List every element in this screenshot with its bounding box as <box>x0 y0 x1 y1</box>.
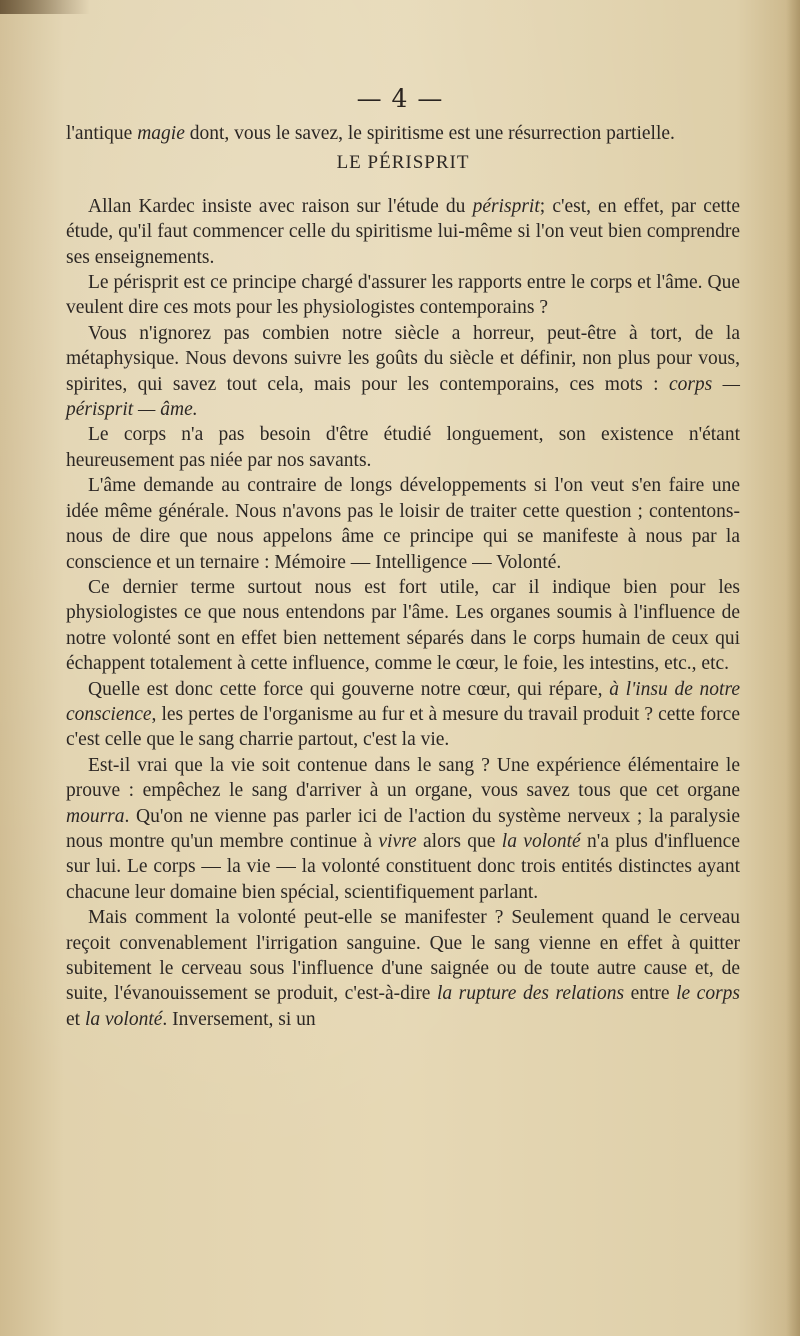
section-title: LE PÉRISPRIT <box>336 152 470 174</box>
text-run: entre <box>624 983 677 1005</box>
paragraph <box>66 905 740 1032</box>
text-run: Allan Kardec insiste avec raison sur l'étude du <box>88 195 473 217</box>
text-run: Le corps n'a pas besoin d'être étudié longuement, son existence n'étant heureusement pas niée par nos savants. <box>66 424 740 471</box>
text-run: . Inversement, si un <box>162 1008 316 1030</box>
italic-text: vivre <box>378 830 417 852</box>
paragraph <box>66 422 740 473</box>
paragraph <box>66 677 740 753</box>
paragraph <box>66 473 740 575</box>
text-run: L'âme demande au contraire de longs développements si l'on veut s'en faire une idée même générale. Nous n'avons pas le loisir de traiter cette question ; contentons-nous de dire que nous appelons âme ce principe qui se manifeste à nous par la conscience et un ternaire : Mémoire — Intelligence — Volonté. <box>66 475 740 573</box>
italic-text: le corps <box>676 983 740 1005</box>
text-run: Vous n'ignorez pas combien notre siècle a horreur, peut-être à tort, de la métaphysique. Nous devons suivre les goûts du siècle et définir, non plus pour vous, spirites, qui savez tout cela, mais pour les contemporains, ces mots : <box>66 322 740 395</box>
paragraph <box>66 753 740 905</box>
italic-text: mourra <box>66 805 125 827</box>
text-run: Le périsprit est ce principe chargé d'assurer les rapports entre le corps et l'âme. Que veulent dire ces mots pour les physiologistes contemporains ? <box>66 272 740 319</box>
text-run: . Qu'on ne vienne pas parler ici de l'action du système nerveux ; la paralysie nous montre qu'un membre continue à <box>66 805 740 852</box>
italic-text: la rupture des relations <box>436 983 625 1005</box>
text-run: Quelle est donc cette force qui gouverne notre cœur, qui répare, <box>88 678 610 700</box>
paragraph <box>66 575 740 677</box>
paragraph <box>66 270 740 321</box>
text-run: l'antique <box>66 123 138 144</box>
page-number: — 4 — <box>356 84 444 113</box>
text-run: Ce dernier terme surtout nous est fort utile, car il indique bien pour les physiologistes ce que nous entendons par l'âme. Les organes soumis à l'influence de notre volonté sont en effet bien nettement séparés dans le corps humain de ceux qui échappent totalement à cette influence, comme le cœur, le foie, les intestins, etc., etc. <box>66 576 740 675</box>
text-run: Est-il vrai que la vie soit contenue dans le sang ? Une expérience élémentaire le prouve : empêchez le sang d'arriver à un organe, vous savez tous que cet organe <box>66 754 740 802</box>
body-text <box>66 121 740 1032</box>
text-run: ; c'est, en effet, par cette étude, qu'il faut commencer celle du spiritisme lui-même si l'on veut bien comprendre ses enseignements. <box>66 195 740 268</box>
italic-text: la volonté <box>84 1008 163 1030</box>
text-run: dont, vous le savez, le spiritisme est une résurrection partielle. <box>184 123 675 144</box>
paragraph <box>66 194 740 270</box>
italic-text: la volonté <box>501 830 581 852</box>
italic-text: périsprit <box>472 195 540 217</box>
italic-text: corps — périsprit — âme. <box>66 373 741 421</box>
italic-text: magie <box>137 123 185 144</box>
corner-stain <box>0 0 90 14</box>
text-run: Mais comment la volonté peut-elle se manifester ? Seulement quand le cerveau reçoit convenablement l'irrigation sanguine. Que le sang vienne en effet à quitter subitement le cerveau sous l'influence d'une saignée ou de toute autre cause et, de suite, l'évanouissement se produit, c'est-à-dire <box>66 907 740 1005</box>
text-run: alors que <box>416 830 502 852</box>
text-run: et <box>66 1008 85 1030</box>
italic-text: à l'insu de notre conscience <box>66 678 740 725</box>
paragraph <box>66 121 740 146</box>
paragraph <box>66 321 740 423</box>
text-run: , les pertes de l'organisme au fur et à mesure du travail produit ? cette force c'est celle que le sang charrie partout, c'est la vie. <box>66 703 740 751</box>
text-run: n'a plus d'influence sur lui. Le corps — la vie — la volonté constituent donc trois entités distinctes ayant chacune leur domaine bien spécial, scientifiquement parlant. <box>66 830 740 903</box>
